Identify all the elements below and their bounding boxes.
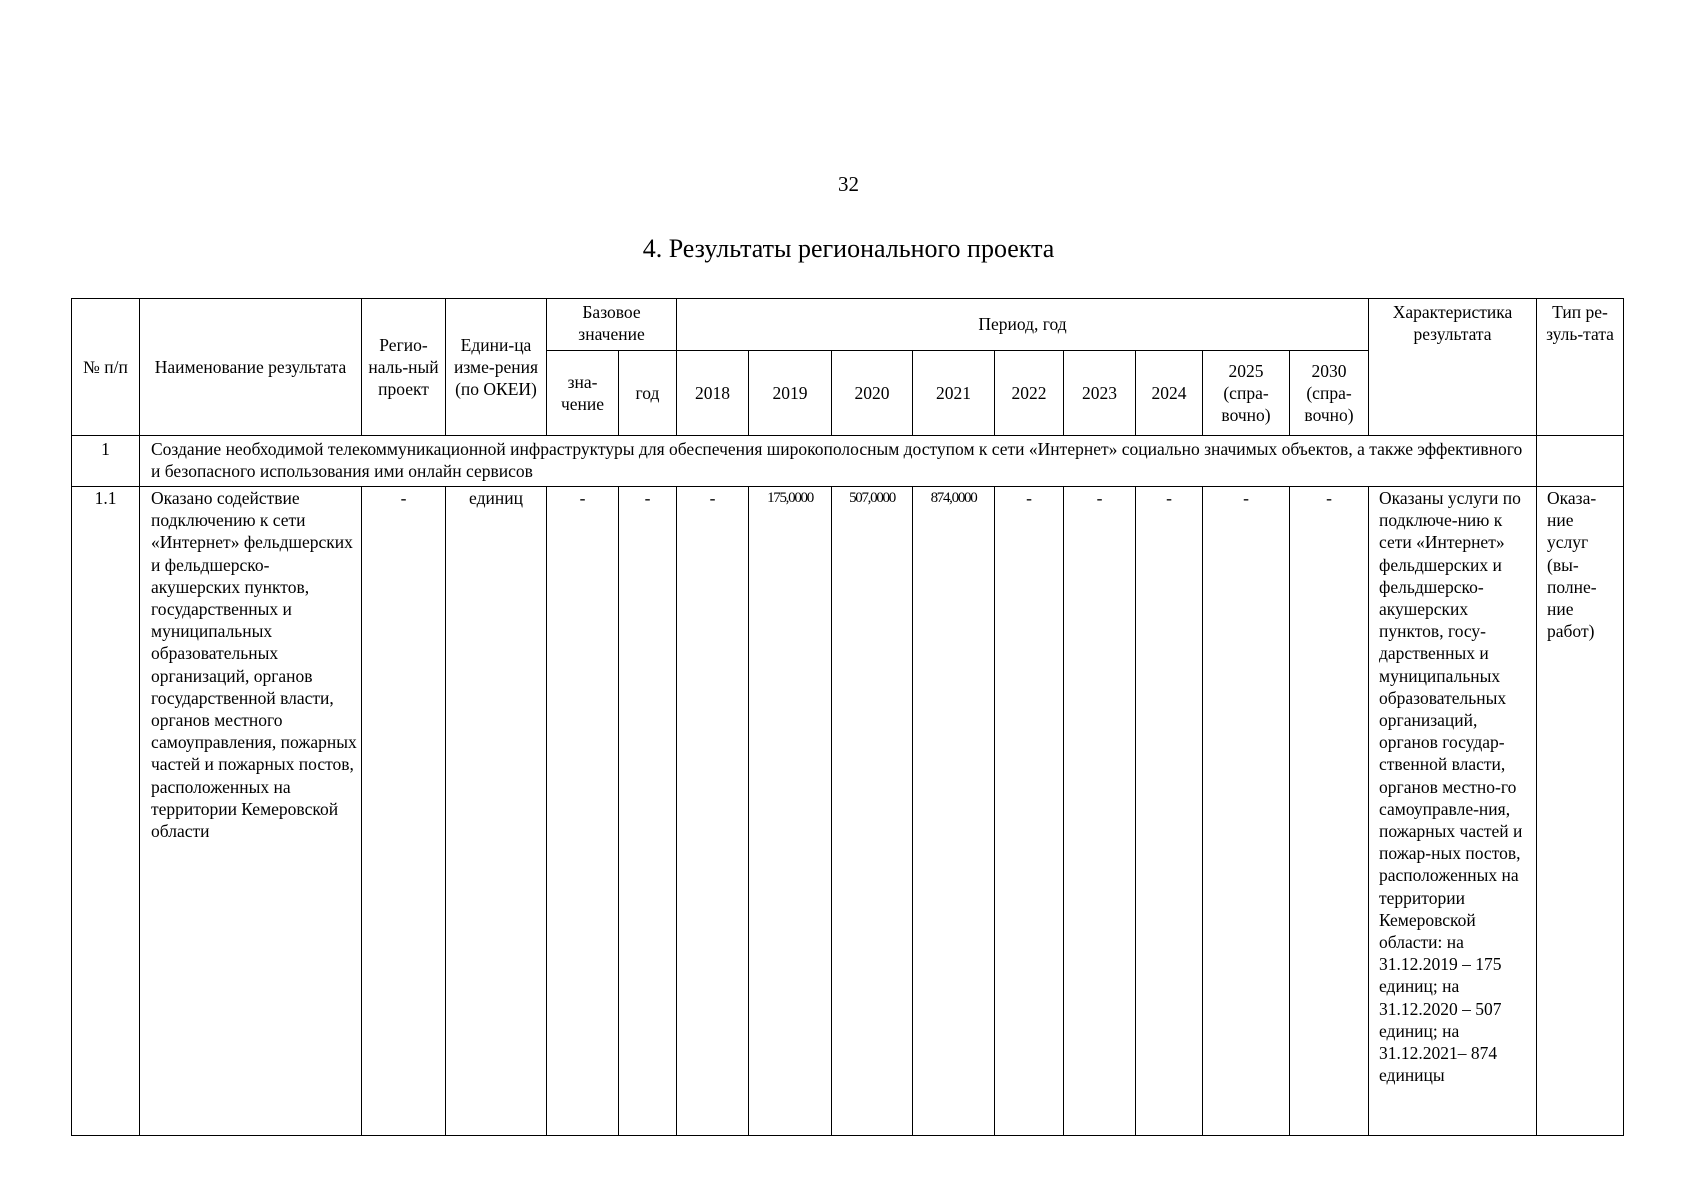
header-unit: Едини-ца изме-рения (по ОКЕИ) — [446, 299, 547, 436]
row-value-2030: - — [1290, 487, 1369, 1136]
row-base-value: - — [547, 487, 619, 1136]
row-value-2024: - — [1136, 487, 1203, 1136]
section-row — [72, 436, 1624, 487]
row-value-2019: 175,0000 — [749, 487, 832, 1136]
row-value-2018: - — [677, 487, 749, 1136]
header-year: 2019 — [749, 351, 832, 436]
header-row-1 — [72, 299, 1624, 351]
row-type: Оказа-ние услуг (вы-полне-ние работ) — [1537, 487, 1624, 1136]
header-year: 2022 — [995, 351, 1064, 436]
header-type: Тип ре-зуль-тата — [1537, 299, 1624, 436]
section-empty-cell — [1537, 436, 1624, 487]
header-base-value-year: год — [619, 351, 677, 436]
row-value-2022: - — [995, 487, 1064, 1136]
row-value-2023: - — [1064, 487, 1136, 1136]
row-unit: единиц — [446, 487, 547, 1136]
page-number: 32 — [838, 172, 859, 196]
row-value-2021: 874,0000 — [913, 487, 995, 1136]
row-base-year: - — [619, 487, 677, 1136]
row-name: Оказано содействие подключению к сети «Интернет» фельдшерских и фельдшерско-акушерских пунктов, государственных и муниципальных образовательных организаций, органов государственной власти, органов местного самоуправления, пожарных частей и пожарных постов, расположенных на территории Кемеровской области — [140, 487, 362, 1136]
header-year: 2030 (спра-вочно) — [1290, 351, 1369, 436]
section-num: 1 — [72, 436, 140, 487]
header-year: 2023 — [1064, 351, 1136, 436]
header-num: № п/п — [72, 299, 140, 436]
row-value-2020: 507,0000 — [832, 487, 913, 1136]
row-regional-project: - — [362, 487, 446, 1136]
header-name: Наименование результата — [140, 299, 362, 436]
header-characteristic: Характеристика результата — [1369, 299, 1537, 436]
header-year: 2024 — [1136, 351, 1203, 436]
section-title: Создание необходимой телекоммуникационной инфраструктуры для обеспечения широкополосным доступом к сети «Интернет» социально значимых объектов, а также эффективного и безопасного использования ими онлайн сервисов — [140, 436, 1537, 487]
header-year: 2025 (спра-вочно) — [1203, 351, 1290, 436]
row-value-2025: - — [1203, 487, 1290, 1136]
header-base-value-value: зна-чение — [547, 351, 619, 436]
header-period: Период, год — [677, 299, 1369, 351]
results-table — [71, 298, 1624, 1136]
table-row — [72, 487, 1624, 1136]
header-year: 2018 — [677, 351, 749, 436]
header-base-value: Базовое значение — [547, 299, 677, 351]
header-regional-project: Регио-наль-ный проект — [362, 299, 446, 436]
row-num: 1.1 — [72, 487, 140, 1136]
header-year: 2020 — [832, 351, 913, 436]
page-title: 4. Результаты регионального проекта — [642, 234, 1055, 263]
row-characteristic: Оказаны услуги по подключе-нию к сети «Интернет» фельдшерских и фельдшерско-акушерских пунктов, госу-дарственных и муниципальных образовательных организаций, органов государ-ственной власти, органов местно-го самоуправле-ния, пожарных частей и пожар-ных постов, расположенных на территории Кемеровской области: на 31.12.2019 – 175 единиц; на 31.12.2020 – 507 единиц; на 31.12.2021– 874 единицы — [1369, 487, 1537, 1136]
header-year: 2021 — [913, 351, 995, 436]
